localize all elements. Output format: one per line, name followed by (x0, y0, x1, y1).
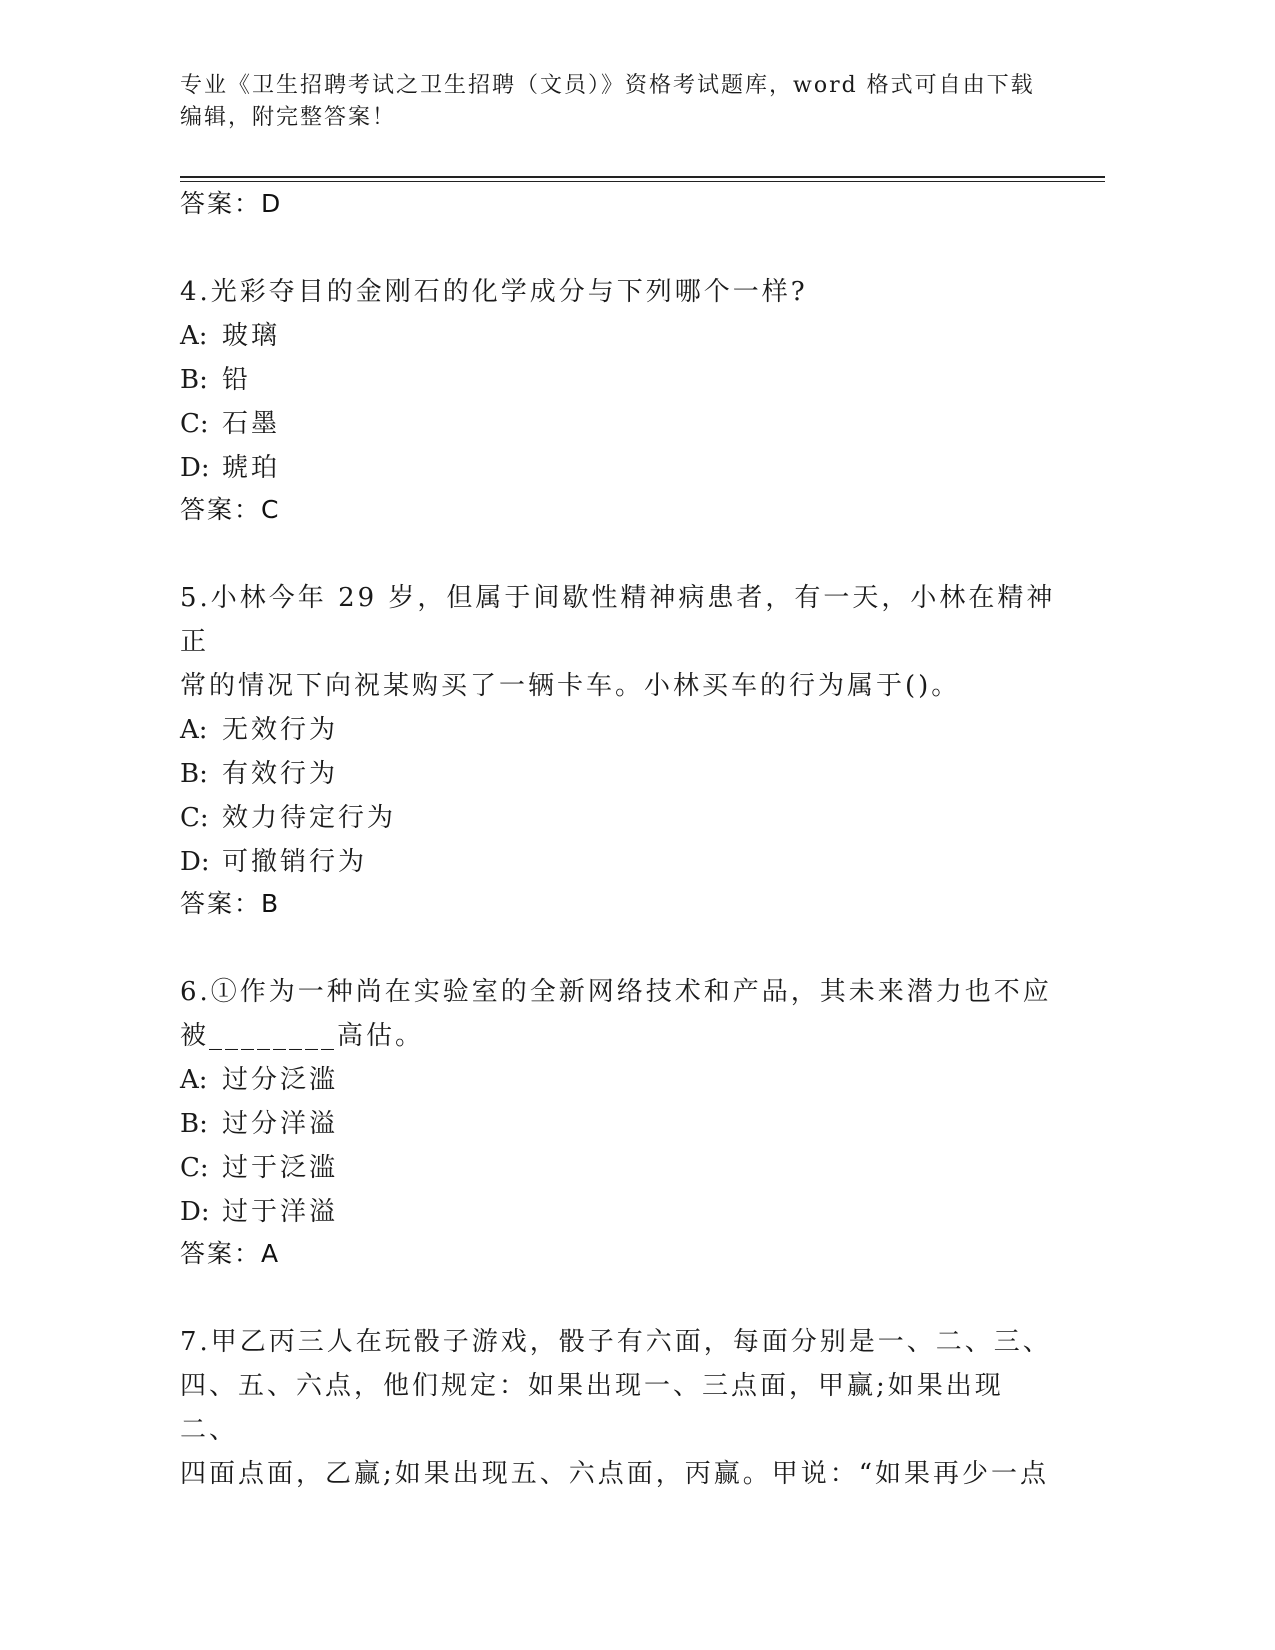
option-key: A: (180, 321, 208, 351)
option-text: 可撤销行为 (222, 847, 368, 877)
option-text: 铅 (222, 365, 252, 395)
option-key: C: (180, 1153, 209, 1183)
header-line-1: 专业《卫生招聘考试之卫生招聘（文员）》资格考试题库，word 格式可自由下载 (180, 73, 1035, 98)
stem-line: 4.光彩夺目的金刚石的化学成分与下列哪个一样? (180, 277, 808, 307)
stem-line: 5.小林今年 29 岁，但属于间歇性精神病患者，有一天，小林在精神正 (180, 583, 1056, 657)
option-text: 过分洋溢 (222, 1109, 339, 1139)
option-key: D: (180, 1197, 210, 1227)
answer-label: 答案： (180, 189, 262, 218)
answer-line (180, 184, 1060, 224)
stem-line: 6.①作为一种尚在实验室的全新网络技术和产品，其未来潜力也不应 (180, 977, 1052, 1007)
option-key: B: (180, 1109, 208, 1139)
option-a (180, 708, 1060, 752)
answer-label: 答案： (180, 1239, 262, 1268)
answer-line (180, 1234, 1060, 1274)
answer-line (180, 884, 1060, 924)
answer-value: A (261, 1239, 279, 1268)
option-text: 玻璃 (222, 321, 281, 351)
option-key: D: (180, 847, 210, 877)
option-key: A: (180, 1065, 208, 1095)
stem-line: 四面点面，乙赢;如果出现五、六点面，丙赢。甲说：“如果再少一点 (180, 1459, 1050, 1489)
option-key: B: (180, 759, 208, 789)
answer-label: 答案： (180, 495, 262, 524)
document-header (180, 70, 1080, 134)
option-c (180, 796, 1060, 840)
question-item (180, 270, 1060, 530)
option-b (180, 358, 1060, 402)
question-stem (180, 270, 1060, 314)
question-list (180, 184, 1060, 1496)
option-key: B: (180, 365, 208, 395)
option-d (180, 1190, 1060, 1234)
option-key: C: (180, 803, 209, 833)
option-text: 过于泛滥 (222, 1153, 339, 1183)
stem-line: 常的情况下向祝某购买了一辆卡车。小林买车的行为属于()。 (180, 671, 961, 701)
header-line-2: 编辑，附完整答案！ (180, 105, 397, 130)
option-text: 过分泛滥 (222, 1065, 339, 1095)
option-text: 有效行为 (222, 759, 339, 789)
question-stem (180, 576, 1060, 708)
question-stem (180, 1320, 1060, 1496)
question-item (180, 970, 1060, 1274)
option-text: 无效行为 (222, 715, 339, 745)
option-text: 效力待定行为 (222, 803, 397, 833)
question-item (180, 1320, 1060, 1496)
question-stem (180, 970, 1060, 1058)
answer-line (180, 490, 1060, 530)
answer-value: B (261, 889, 279, 918)
option-key: D: (180, 453, 210, 483)
option-a (180, 314, 1060, 358)
option-text: 石墨 (222, 409, 281, 439)
option-a (180, 1058, 1060, 1102)
header-rule-thin (180, 181, 1105, 182)
answer-label: 答案： (180, 889, 262, 918)
option-b (180, 1102, 1060, 1146)
option-b (180, 752, 1060, 796)
option-text: 琥珀 (222, 453, 281, 483)
question-item (180, 576, 1060, 924)
answer-value: C (261, 495, 279, 524)
option-c (180, 1146, 1060, 1190)
stem-line: 四、五、六点，他们规定：如果出现一、三点面，甲赢;如果出现二、 (180, 1371, 1004, 1445)
answer-value: D (261, 189, 281, 218)
header-rule-thick (180, 176, 1105, 178)
option-key: A: (180, 715, 208, 745)
option-c (180, 402, 1060, 446)
option-text: 过于洋溢 (222, 1197, 339, 1227)
stem-line: 被________高估。 (180, 1021, 425, 1051)
option-key: C: (180, 409, 209, 439)
option-d (180, 840, 1060, 884)
stem-line: 7.甲乙丙三人在玩骰子游戏，骰子有六面，每面分别是一、二、三、 (180, 1327, 1052, 1357)
option-d (180, 446, 1060, 490)
